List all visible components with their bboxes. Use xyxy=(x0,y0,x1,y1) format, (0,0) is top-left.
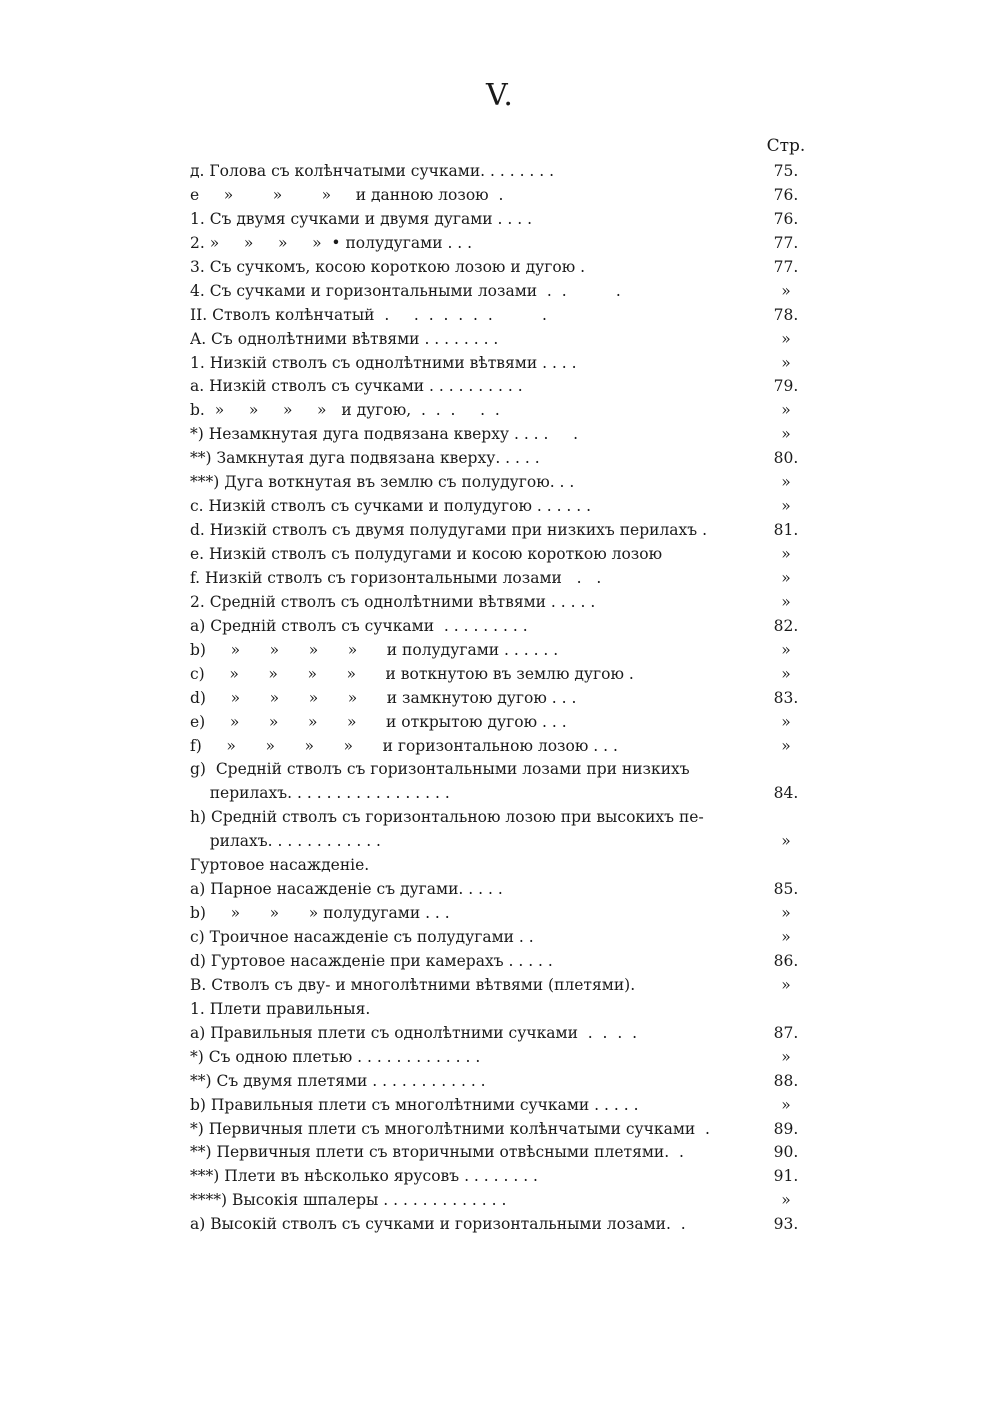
toc-entry-text: *) Незамкнутая дуга подвязана кверху . . . . . xyxy=(190,425,579,444)
toc-entry xyxy=(190,878,815,902)
toc-entry-text: e. Низкій стволъ съ полудугами и косою короткою лозою xyxy=(190,545,663,563)
toc-entry xyxy=(190,543,815,567)
toc-entry-text: c) » » » » и воткнутою въ землю дугою . xyxy=(190,664,634,683)
toc-entry-text: 4. Съ сучками и горизонтальными лозами . . . xyxy=(190,281,621,300)
toc-entry-page: 76. xyxy=(773,209,799,228)
toc-entry-text: *) Первичныя плети съ многолѣтними колѣнчатыми сучками . xyxy=(190,1119,710,1138)
toc-entry-page: 85. xyxy=(773,880,799,899)
toc-entry-text: a) Правильныя плети съ однолѣтними сучками . . . . xyxy=(190,1023,638,1042)
toc-entry-page: » xyxy=(781,1191,791,1210)
toc-entry-text: B. Стволъ съ дву- и многолѣтними вѣтвями (плетями). xyxy=(190,975,636,994)
toc-entry xyxy=(190,615,815,639)
toc-entry-page: » xyxy=(781,1095,791,1114)
toc-entry xyxy=(190,950,815,974)
toc-entry-text: a) Высокій стволъ съ сучками и горизонтальными лозами. . xyxy=(190,1215,686,1234)
toc-entry xyxy=(190,328,815,352)
toc-entry-page: 84. xyxy=(773,784,799,803)
toc-entry xyxy=(190,1189,815,1213)
toc-entry xyxy=(190,711,815,735)
toc-entry xyxy=(190,1118,815,1142)
toc-entry-text: b) » » » полудугами . . . xyxy=(190,904,450,923)
table-of-contents xyxy=(190,160,815,1237)
toc-entry xyxy=(190,304,815,328)
toc-entry-page: » xyxy=(781,545,791,563)
toc-entry-text: 1. Съ двумя сучками и двумя дугами . . . . xyxy=(190,209,533,228)
toc-entry xyxy=(190,806,815,830)
toc-entry-page: » xyxy=(781,1047,791,1066)
toc-entry-page: 86. xyxy=(773,951,799,970)
toc-entry-text: 3. Съ сучкомъ, косою короткою лозою и дугою . xyxy=(190,257,586,276)
toc-entry-text: f) » » » » и горизонтальною лозою . . . xyxy=(190,736,618,755)
toc-entry-page: » xyxy=(781,568,791,587)
toc-entry xyxy=(190,280,815,304)
toc-entry-text: c) Троичное насажденіе съ полудугами . . xyxy=(190,928,534,946)
toc-entry-page: » xyxy=(781,401,791,420)
toc-entry-page: 77. xyxy=(773,233,799,252)
toc-entry-text: b) » » » » и полудугами . . . . . . xyxy=(190,640,559,659)
toc-entry-text: ****) Высокія шпалеры . . . . . . . . . . . . . xyxy=(190,1191,507,1210)
toc-entry-text: д. Голова съ колѣнчатыми сучками. . . . . . . . xyxy=(190,162,555,180)
toc-entry-text: е » » » и данною лозою . xyxy=(190,185,504,204)
toc-entry-text: 1. Низкій стволъ съ однолѣтними вѣтвями . . . . xyxy=(190,353,577,372)
toc-entry-page: » xyxy=(781,425,791,444)
toc-entry-text: A. Съ однолѣтними вѣтвями . . . . . . . . xyxy=(190,329,499,348)
toc-entry xyxy=(190,902,815,926)
toc-entry xyxy=(190,399,815,423)
toc-entry-page: 82. xyxy=(773,616,799,635)
toc-entry-page: » xyxy=(781,975,791,994)
toc-entry xyxy=(190,926,815,950)
toc-entry-page: 91. xyxy=(773,1167,799,1186)
toc-entry-page: » xyxy=(781,281,791,300)
toc-entry xyxy=(190,782,815,806)
toc-entry-page: » xyxy=(781,928,791,946)
toc-entry-text: *) Съ одною плетью . . . . . . . . . . . . . xyxy=(190,1047,481,1066)
toc-entry xyxy=(190,639,815,663)
toc-entry xyxy=(190,495,815,519)
toc-entry xyxy=(190,830,815,854)
toc-entry-text: Гуртовое насажденіе. xyxy=(190,856,370,875)
toc-entry xyxy=(190,1022,815,1046)
toc-entry xyxy=(190,519,815,543)
toc-entry-page: 93. xyxy=(773,1215,799,1234)
toc-entry xyxy=(190,735,815,759)
toc-entry-text: g) Средній стволъ съ горизонтальными лозами при низкихъ xyxy=(190,760,690,779)
toc-entry-text: **) Замкнутая дуга подвязана кверху. . . . . xyxy=(190,449,540,468)
toc-entry-page: » xyxy=(781,497,791,516)
toc-entry-page: 83. xyxy=(773,688,799,707)
toc-entry-text: **) Первичныя плети съ вторичными отвѣсными плетями. . xyxy=(190,1143,684,1162)
toc-entry xyxy=(190,447,815,471)
toc-entry-page: 90. xyxy=(773,1143,799,1162)
toc-entry-text: 2. » » » » • полудугами . . . xyxy=(190,233,473,252)
toc-entry-page: 80. xyxy=(773,449,799,468)
toc-entry-page: » xyxy=(781,904,791,923)
toc-entry-text: h) Средній стволъ съ горизонтальною лозою при высокихъ пе- xyxy=(190,808,704,827)
toc-entry xyxy=(190,758,815,782)
toc-entry-text: ***) Плети въ нѣсколько ярусовъ . . . . . . . . xyxy=(190,1167,538,1186)
toc-entry xyxy=(190,998,815,1022)
toc-entry xyxy=(190,1046,815,1070)
toc-entry-text: ***) Дуга воткнутая въ землю съ полудугою. . . xyxy=(190,473,575,492)
toc-entry-page: 87. xyxy=(773,1023,799,1042)
toc-entry-page: 89. xyxy=(773,1119,799,1138)
toc-entry-page: 78. xyxy=(773,305,799,324)
toc-entry-text: d) » » » » и замкнутою дугою . . . xyxy=(190,688,577,707)
toc-entry xyxy=(190,1141,815,1165)
toc-entry-text: перилахъ. . . . . . . . . . . . . . . . . xyxy=(190,784,450,803)
toc-entry-text: d. Низкій стволъ съ двумя полудугами при низкихъ перилахъ . xyxy=(190,521,707,540)
toc-entry-page: » xyxy=(781,640,791,659)
page-column-header: Стр. xyxy=(766,136,806,156)
toc-entry-page: » xyxy=(781,329,791,348)
toc-entry xyxy=(190,471,815,495)
toc-entry xyxy=(190,232,815,256)
toc-entry xyxy=(190,663,815,687)
toc-entry xyxy=(190,1094,815,1118)
toc-entry xyxy=(190,1165,815,1189)
toc-entry-text: 1. Плети правильныя. xyxy=(190,999,371,1018)
toc-entry-page: 81. xyxy=(773,521,799,540)
toc-entry xyxy=(190,687,815,711)
toc-entry-page: » xyxy=(781,473,791,492)
toc-entry-page: » xyxy=(781,712,791,731)
toc-entry xyxy=(190,256,815,280)
toc-entry-text: b) Правильныя плети съ многолѣтними сучками . . . . . xyxy=(190,1095,639,1114)
toc-entry-text: b. » » » » и дугою, . . . . . xyxy=(190,401,500,420)
toc-entry-text: c. Низкій стволъ съ сучками и полудугою . . . . . . xyxy=(190,497,592,516)
toc-entry-text: a. Низкій стволъ съ сучками . . . . . . . . . . xyxy=(190,377,523,396)
toc-entry-page: 77. xyxy=(773,257,799,276)
toc-entry-text: e) » » » » и открытою дугою . . . xyxy=(190,712,567,731)
toc-entry-text: d) Гуртовое насажденіе при камерахъ . . . . . xyxy=(190,951,553,970)
toc-entry-page: 75. xyxy=(773,162,799,180)
page-number: V. xyxy=(486,78,514,113)
toc-entry-text: II. Стволъ колѣнчатый . . . . . . . . xyxy=(190,305,547,324)
toc-entry xyxy=(190,160,815,184)
toc-entry xyxy=(190,423,815,447)
toc-entry xyxy=(190,567,815,591)
toc-entry-text: f. Низкій стволъ съ горизонтальными лозами . . xyxy=(190,568,602,587)
toc-entry xyxy=(190,208,815,232)
toc-entry-text: a) Парное насажденіе съ дугами. . . . . xyxy=(190,880,503,899)
toc-entry-page: 88. xyxy=(773,1071,799,1090)
toc-entry-text: a) Средній стволъ съ сучками . . . . . . . . . xyxy=(190,616,528,635)
toc-entry xyxy=(190,591,815,615)
toc-entry-text: 2. Средній стволъ съ однолѣтними вѣтвями . . . . . xyxy=(190,592,596,611)
toc-entry xyxy=(190,1213,815,1237)
toc-entry xyxy=(190,1070,815,1094)
toc-entry-page: » xyxy=(781,736,791,755)
toc-entry-text: рилахъ. . . . . . . . . . . . xyxy=(190,832,381,851)
toc-entry xyxy=(190,184,815,208)
toc-entry xyxy=(190,375,815,399)
toc-entry xyxy=(190,854,815,878)
toc-entry-page: 79. xyxy=(773,377,799,396)
toc-entry-page: » xyxy=(781,832,791,851)
toc-entry-page: » xyxy=(781,353,791,372)
toc-entry-page: 76. xyxy=(773,185,799,204)
toc-entry xyxy=(190,352,815,376)
toc-entry-page: » xyxy=(781,664,791,683)
toc-entry xyxy=(190,974,815,998)
toc-entry-page: » xyxy=(781,592,791,611)
toc-entry-text: **) Съ двумя плетями . . . . . . . . . . . . xyxy=(190,1071,486,1090)
